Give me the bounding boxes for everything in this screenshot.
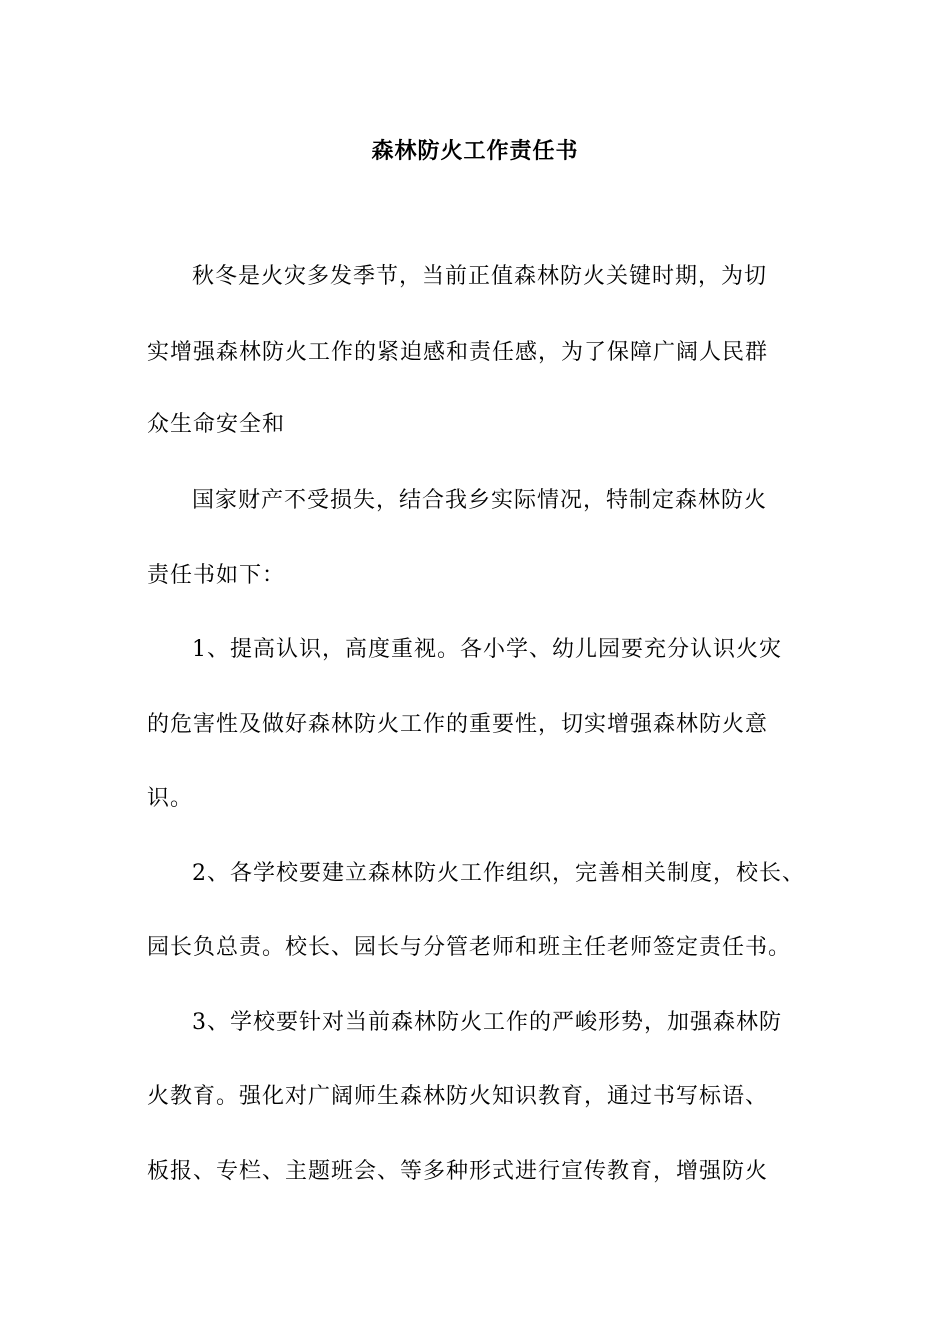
- paragraph-line: 园长负总责。校长、园长与分管老师和班主任老师签定责任书。: [147, 935, 792, 960]
- paragraph-line: 2、各学校要建立森林防火工作组织，完善相关制度，校长、: [192, 861, 805, 886]
- paragraph-line: 秋冬是火灾多发季节，当前正值森林防火关键时期，为切: [192, 264, 768, 289]
- paragraph-line: 1、提高认识，高度重视。各小学、幼儿园要充分认识火灾: [192, 637, 782, 662]
- paragraph-line: 火教育。强化对广阔师生森林防火知识教育，通过书写标语、: [147, 1084, 769, 1109]
- paragraph-line: 板报、专栏、主题班会、等多种形式进行宣传教育，增强防火: [147, 1159, 769, 1184]
- paragraph-line: 众生命安全和: [147, 412, 286, 437]
- paragraph-line: 实增强森林防火工作的紧迫感和责任感，为了保障广阔人民群: [147, 340, 769, 365]
- paragraph-line: 国家财产不受损失，结合我乡实际情况，特制定森林防火: [192, 488, 768, 513]
- paragraph-line: 责任书如下：: [147, 563, 286, 588]
- paragraph-line: 的危害性及做好森林防火工作的重要性，切实增强森林防火意: [147, 712, 769, 737]
- document-title: 森林防火工作责任书: [371, 139, 579, 164]
- paragraph-line: 3、学校要针对当前森林防火工作的严峻形势，加强森林防: [192, 1010, 782, 1035]
- paragraph-line: 识。: [147, 786, 194, 811]
